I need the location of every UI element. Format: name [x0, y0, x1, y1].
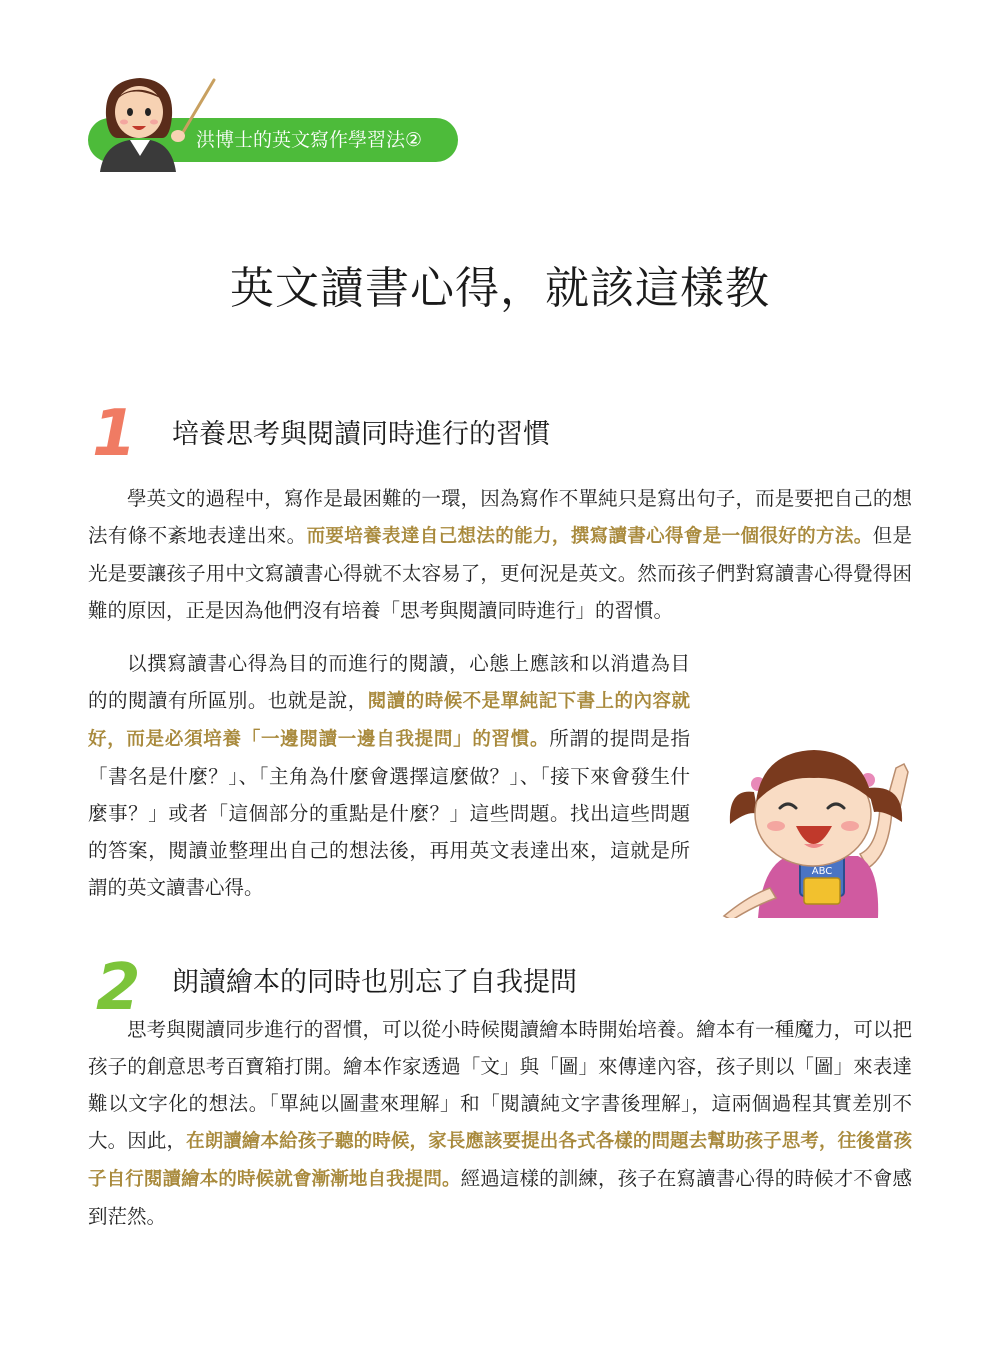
paragraph-text: 學英文的過程中，寫作是最困難的一環，因為寫作不單純只是寫出句子，而是要把自己的想法有條不紊地表達出來。	[88, 487, 912, 547]
girl-illustration-icon	[718, 728, 918, 918]
section-number-1: 1	[92, 397, 137, 471]
paragraph-text: 以撰寫讀書心得為目的而進行的閱讀，心態上應該和以消遣為目的的閱讀有所區別。也就是說，	[88, 652, 690, 712]
section-heading-2: 朗讀繪本的同時也別忘了自我提問	[172, 967, 577, 998]
paragraph-text: 但是光是要讓孩子用中文寫讀書心得就不太容易了，更何況是英文。然而孩子們對寫讀書心得覺得困難的原因，正是因為他們沒有培養「思考與閱讀同時進行」的習慣。	[88, 524, 912, 622]
teacher-avatar-icon	[90, 72, 220, 172]
paragraph-text: 所謂的提問是指「書名是什麼？」、「主角為什麼會選擇這麼做？」、「接下來會發生什麼事？」或者「這個部分的重點是什麼？」這些問題。找出這些問題的答案，閱讀並整理出自己的想法後，再用英文表達出來，這就是所謂的英文讀書心得。	[88, 727, 690, 899]
page-title: 英文讀書心得，就該這樣教	[230, 263, 770, 314]
section-heading-1: 培養思考與閱讀同時進行的習慣	[172, 419, 550, 450]
paragraph-text: 經過這樣的訓練，孩子在寫讀書心得的時候才不會感到茫然。	[88, 1167, 912, 1228]
section-1-paragraph-1	[88, 480, 912, 629]
highlighted-text: 在朗讀繪本給孩子聽的時候，家長應該要提出各式各樣的問題去幫助孩子思考，往後當孩子自行閱讀繪本的時候就會漸漸地自我提問。	[88, 1131, 912, 1190]
banner-label: 洪博士的英文寫作學習法②	[196, 129, 423, 151]
highlighted-text: 閱讀的時候不是單純記下書上的內容就好，而是必須培養「一邊閱讀一邊自我提問」的習慣。	[88, 691, 690, 750]
book-letters: ABC	[811, 866, 833, 877]
highlighted-text: 而要培養表達自己想法的能力，撰寫讀書心得會是一個很好的方法。	[306, 526, 873, 547]
section-number-2: 2	[96, 951, 141, 1025]
paragraph-text: 思考與閱讀同步進行的習慣，可以從小時候閱讀繪本時開始培養。繪本有一種魔力，可以把孩子的創意思考百寶箱打開。繪本作家透過「文」與「圖」來傳達內容，孩子則以「圖」來表達難以文字化的想法。「單純以圖畫來理解」和「閱讀純文字書後理解」，這兩個過程其實差別不大。因此，	[88, 1018, 912, 1152]
section-2-paragraph-1	[88, 1011, 912, 1235]
